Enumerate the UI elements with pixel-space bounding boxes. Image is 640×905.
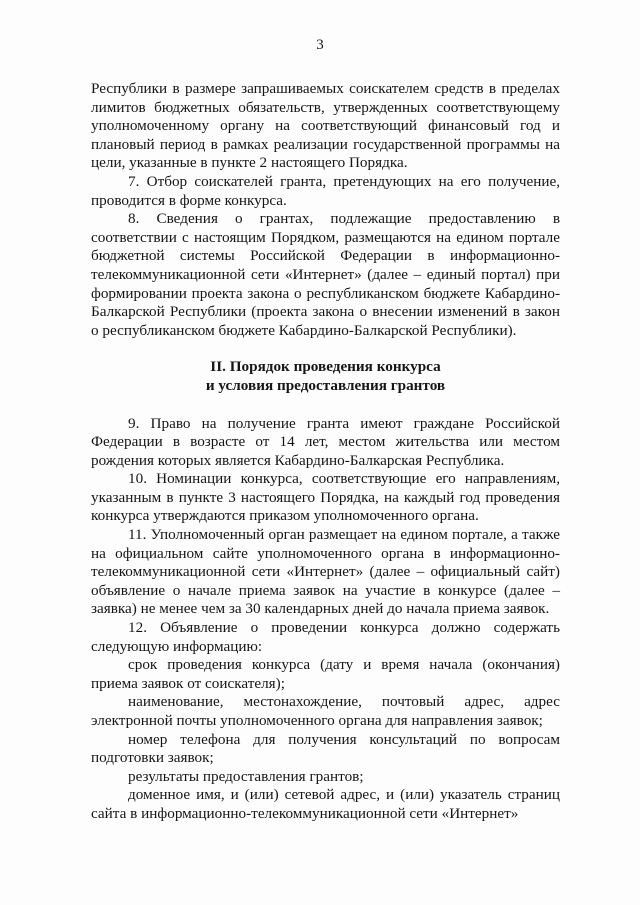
page-number: 3 xyxy=(316,37,324,53)
paragraphs-after xyxy=(91,415,560,824)
paragraph: 9. Право на получение гранта имеют граждане Российской Федерации в возрасте от 14 лет, местом жительства или местом рождения которых является Кабардино-Балкарская Республика. xyxy=(91,414,560,469)
paragraph: доменное имя, и (или) сетевой адрес, и (или) указатель страниц сайта в информационно-телекоммуникационной сети «Интернет» xyxy=(91,786,560,822)
paragraph: срок проведения конкурса (дату и время начала (окончания) приема заявок от соискателя); xyxy=(91,656,560,692)
paragraph: 11. Уполномоченный орган размещает на едином портале, а также на официальном сайте уполномоченного органа в информационно-телекоммуникационной сети «Интернет» (далее – официальный сайт) объявление о начале приема заявок на участие в конкурсе (далее – заявка) не менее чем за 30 календарных дней до начала приема заявок. xyxy=(91,526,560,618)
paragraph: результаты предоставления грантов; xyxy=(128,767,364,785)
paragraph: 10. Номинации конкурса, соответствующие его направлениям, указанным в пункте 3 настоящего Порядка, на каждый год проведения конкурса утверждаются приказом уполномоченного органа. xyxy=(91,470,560,525)
paragraph: Республики в размере запрашиваемых соискателем средств в пределах лимитов бюджетных обязательств, утвержденных соответствующему уполномоченному органу на соответствующий финансовый год и плановый период в рамках реализации государственной программы на цели, указанные в пункте 2 настоящего Порядка. xyxy=(91,80,560,172)
paragraph: номер телефона для получения консультаций по вопросам подготовки заявок; xyxy=(91,730,560,767)
paragraph: 8. Сведения о грантах, подлежащие предоставлению в соответствии с настоящим Порядком, размещаются на едином портале бюджетной системы Российской Федерации в информационно-телекоммуникационной сети «Интернет» (далее – единый портал) при формировании проекта закона о республиканском бюджете Кабардино-Балкарской Республики (проекта закона о внесении изменений в закон о республиканском бюджете Кабардино-Балкарской Республики). xyxy=(91,210,560,339)
section-heading xyxy=(91,358,560,395)
paragraph: 7. Отбор соискателей гранта, претендующих на его получение, проводится в форме конкурса. xyxy=(91,172,560,209)
paragraph: 12. Объявление о проведении конкурса должно содержать следующую информацию: xyxy=(91,619,560,655)
document-body xyxy=(91,80,560,824)
section-heading-line-1: II. Порядок проведения конкурса xyxy=(210,358,441,376)
paragraph: наименование, местонахождение, почтовый адрес, адрес электронной почты уполномоченного органа для направления заявок; xyxy=(91,693,560,729)
section-heading-line-2: и условия предоставления грантов xyxy=(205,376,446,394)
paragraphs-before xyxy=(91,80,560,340)
